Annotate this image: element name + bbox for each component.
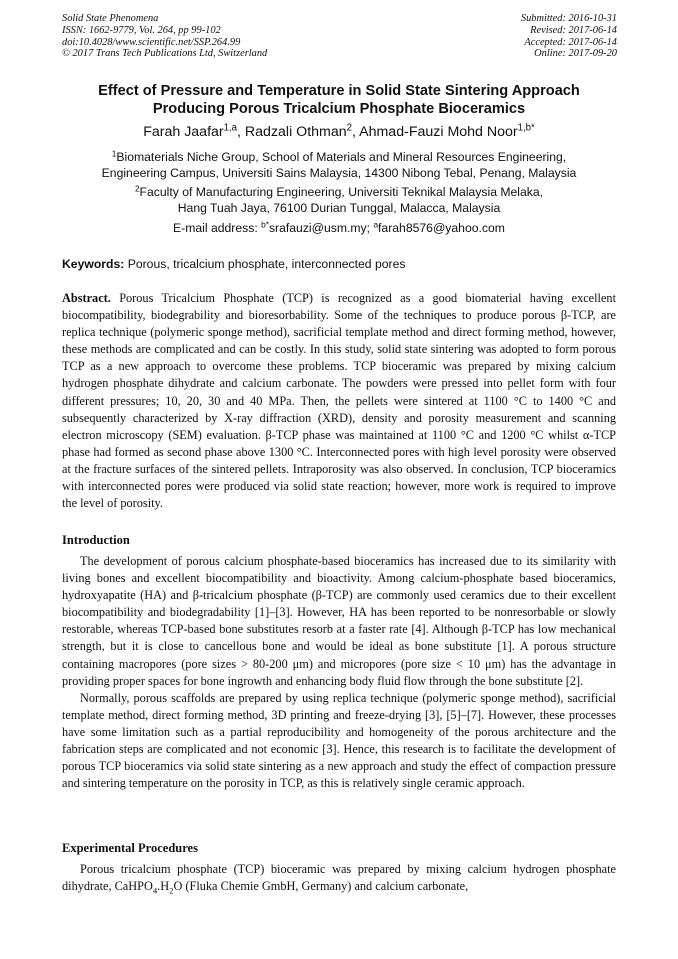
email-link[interactable]: srafauzi@usm.my;: [268, 221, 374, 235]
submitted-date: Submitted: 2016-10-31: [520, 13, 617, 24]
affiliation-line: Hang Tuah Jaya, 76100 Durian Tunggal, Malacca, Malaysia: [177, 201, 501, 215]
paragraph: The development of porous calcium phosphate-based bioceramics has increased due to its similarity with living bones and excellent biocompatibility and bioactivity. Among calcium-phosphate based bioceramics, hydroxyapatite (HA) and β-tricalcium phosphate (β-TCP) are commonly used ceramics due to their excellent biocompatibility and biodegradability [1]–[3]. However, HA has been reported to be nonresorbable or slowly restorable, whereas TCP-based bone substitutes resorb at a faster rate [4]. Although β-TCP has low mechanical strength, but it is close to cancellous bone and would be ideal as bone substitute [1]. A porous structure containing macropores (pore sizes > 80-200 μm) and micropores (pore size < 10 μm) has the advantage in providing proper spaces for bone ingrowth and enhancing body fluid flow through the bone substitute [2].: [62, 554, 616, 688]
author-name: Ahmad-Fauzi Mohd Noor: [359, 124, 518, 140]
affiliation-line: Engineering Campus, Universiti Sains Malaysia, 14300 Nibong Tebal, Penang, Malaysia: [101, 166, 577, 180]
text-run: O (Fluka Chemie GmbH, Germany) and calcium carbonate,: [173, 879, 469, 894]
abstract-label: Abstract.: [62, 291, 111, 305]
experimental-body: [62, 861, 616, 900]
affiliation-1: [62, 149, 616, 181]
accepted-date: Accepted: 2017-06-14: [524, 36, 617, 48]
introduction-body: [62, 553, 616, 792]
section-heading: Introduction: [62, 533, 130, 547]
online-date: Online: 2017-09-20: [534, 48, 617, 60]
email-link[interactable]: farah8576@yahoo.com: [378, 221, 505, 235]
email-superscript: a: [373, 219, 379, 230]
affiliation-superscript: 2: [134, 183, 140, 194]
subscript: 2: [169, 885, 174, 896]
author-separator: ,: [237, 124, 245, 140]
keywords: [62, 257, 616, 272]
text-run: Porous tricalcium phosphate (TCP) bioceramic was prepared by mixing calcium hydrogen phosphate dihydrate, CaHPO: [62, 862, 616, 894]
affiliation-line: Faculty of Manufacturing Engineering, Universiti Teknikal Malaysia Melaka,: [139, 185, 544, 199]
author-name: Radzali Othman: [244, 124, 347, 140]
keywords-text: Porous, tricalcium phosphate, interconnected pores: [124, 257, 406, 271]
affiliation-2: [62, 184, 616, 216]
email-superscript: b*: [261, 219, 269, 230]
author-superscript: 1,a: [223, 122, 238, 134]
author-separator: ,: [352, 124, 360, 140]
author-superscript: 2: [346, 122, 353, 134]
paragraph: Normally, porous scaffolds are prepared by using replica technique (polymeric sponge method), sacrificial template method, direct forming method, 3D printing and freeze-drying [3], [5]–[7]. However, these processes have some limitation such as a partial reproducibility and homogeneity of the porous architecture and the fabrication steps are complicated and not economic [3]. Hence, this research is to facilitate the development of porous TCP bioceramics via solid state sintering as a new approach and study the effect of compaction pressure and sintering temperature on the porosity in TCP, as this is relatively single ceramic approach.: [62, 690, 616, 791]
section-heading: Experimental Procedures: [62, 841, 198, 855]
author-superscript: 1,b*: [517, 122, 535, 134]
doi[interactable]: doi:10.4028/www.scientific.net/SSP.264.99: [62, 36, 241, 48]
paper-title: [62, 82, 616, 118]
subscript: 4: [152, 885, 158, 896]
affiliation-superscript: 1: [111, 148, 117, 159]
email-address: [62, 220, 616, 236]
revised-date: Revised: 2017-06-14: [530, 24, 617, 36]
copyright: © 2017 Trans Tech Publications Ltd, Switzerland: [62, 48, 268, 60]
journal-name: Solid State Phenomena: [62, 13, 159, 24]
paragraph: [62, 861, 616, 900]
title-line-1: Effect of Pressure and Temperature in Solid State Sintering Approach: [98, 83, 580, 99]
keywords-label: Keywords:: [62, 257, 125, 271]
affiliation-line: Biomaterials Niche Group, School of Materials and Mineral Resources Engineering,: [116, 150, 567, 164]
email-label: E-mail address:: [173, 221, 262, 235]
journal-header-right: [521, 13, 617, 60]
abstract: [62, 290, 616, 512]
author-name: Farah Jaafar: [143, 124, 224, 140]
author-list: [62, 123, 616, 141]
journal-header-left: [62, 13, 267, 60]
issn: ISSN: 1662-9779, Vol. 264, pp 99-102: [62, 24, 221, 36]
text-run: .H: [157, 879, 170, 894]
abstract-text: Porous Tricalcium Phosphate (TCP) is recognized as a good biomaterial having excellent biocompatibility, biodegrability and bioresorbability. Some of the techniques to produce porous β-TCP, are replica technique (polymeric sponge method), sacrificial template method and direct forming method, however, these methods are complicated and can be costly. In this study, solid state sintering was adopted to form porous TCP as a new approach to overcome these problems. TCP bioceramic was prepared by mixing calcium hydrogen phosphate dihydrate and calcium carbonate. The powders were pressed into pellet form with four different pressures; 10, 20, 30 and 40 MPa. Then, the pellets were sintered at 1100 °C to 1400 °C and subsequently characterized by X-ray diffraction (XRD), density and porosity measurement and scanning electron microscopy (SEM) evaluation. β-TCP phase was maintained at 1100 °C and 1200 °C whilst α-TCP phase had formed as second phase above 1300 °C. Interconnected pores with high level porosity were observed at the fracture surfaces of the sintered pellets. Intraporosity was also observed. In conclusion, TCP bioceramics with interconnected pores were produced via solid state reaction; however, more work is required to improve the level of porosity.: [62, 291, 616, 511]
title-line-2: Producing Porous Tricalcium Phosphate Bioceramics: [152, 101, 526, 117]
